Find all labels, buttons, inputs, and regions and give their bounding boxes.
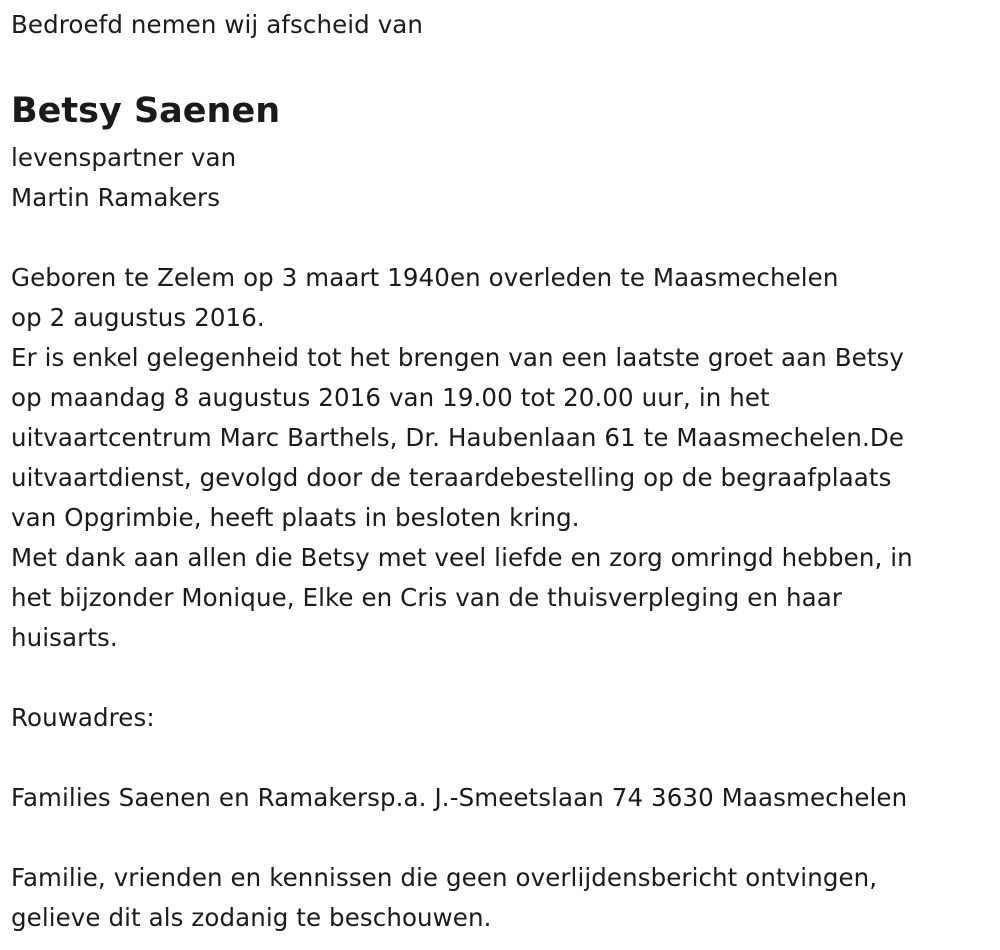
death-notice	[11, 0, 986, 938]
spacer	[11, 738, 986, 778]
closing-line: Familie, vrienden en kennissen die geen overlijdensbericht ontvingen,	[11, 863, 878, 892]
mourning-address-label: Rouwadres:	[11, 703, 155, 732]
body-line: huisarts.	[11, 623, 118, 652]
partner-name: Martin Ramakers	[11, 183, 221, 212]
body-line: Er is enkel gelegenheid tot het brengen van een laatste groet aan Betsy	[11, 343, 904, 372]
closing-line: gelieve dit als zodanig te beschouwen.	[11, 903, 492, 932]
body-line: het bijzonder Monique, Elke en Cris van de thuisverpleging en haar	[11, 583, 842, 612]
spacer	[11, 818, 986, 858]
spacer	[11, 218, 986, 258]
deceased-name: Betsy Saenen	[11, 91, 281, 131]
body-line: uitvaartcentrum Marc Barthels, Dr. Haubenlaan 61 te Maasmechelen.De	[11, 423, 905, 452]
mourning-address: Families Saenen en Ramakersp.a. J.-Smeetslaan 74 3630 Maasmechelen	[11, 783, 908, 812]
body-line: Geboren te Zelem op 3 maart 1940en overleden te Maasmechelen	[11, 263, 839, 292]
body-line: uitvaartdienst, gevolgd door de teraardebestelling op de begraafplaats	[11, 463, 892, 492]
notice-body	[11, 258, 986, 658]
relation-line: levenspartner van	[11, 143, 237, 172]
spacer	[11, 658, 986, 698]
body-line: Met dank aan allen die Betsy met veel liefde en zorg omringd hebben, in	[11, 543, 913, 572]
body-line: van Opgrimbie, heeft plaats in besloten kring.	[11, 503, 580, 532]
intro-text: Bedroefd nemen wij afscheid van	[11, 10, 424, 39]
body-line: op maandag 8 augustus 2016 van 19.00 tot 20.00 uur, in het	[11, 383, 770, 412]
body-line: op 2 augustus 2016.	[11, 303, 265, 332]
